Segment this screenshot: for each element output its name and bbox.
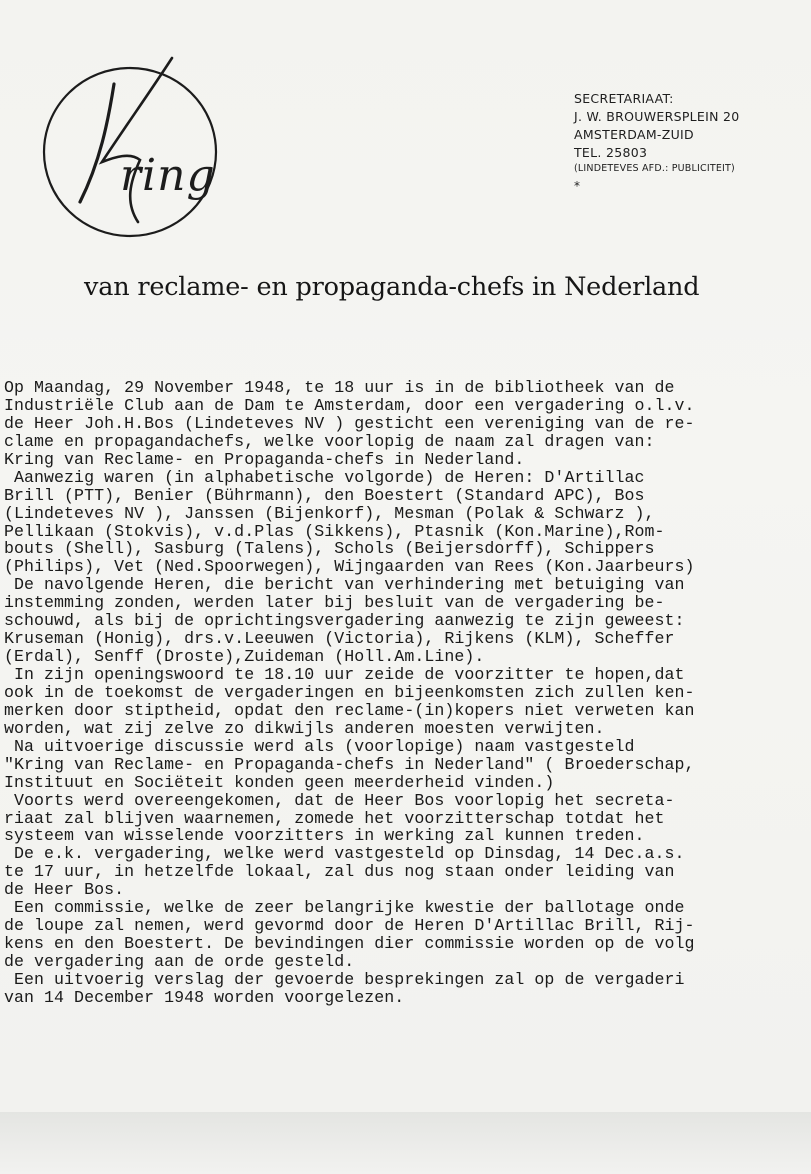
body-line: Kruseman (Honig), drs.v.Leeuwen (Victoria), Rijkens (KLM), Scheffer bbox=[4, 629, 675, 649]
body-line: Aanwezig waren (in alphabetische volgorde) de Heren: D'Artillac bbox=[4, 467, 645, 487]
body-line: de loupe zal nemen, werd gevormd door de Heren D'Artillac Brill, Rij- bbox=[4, 916, 695, 936]
body-line: riaat zal blijven waarnemen, zomede het voorzitterschap totdat het bbox=[4, 808, 665, 828]
body-line: schouwd, als bij de oprichtingsvergadering aanwezig te zijn geweest: bbox=[4, 611, 685, 631]
secretariat-telephone: TEL. 25803 bbox=[574, 145, 648, 160]
body-line: te 17 uur, in hetzelfde lokaal, zal dus nog staan onder leiding van bbox=[4, 862, 675, 882]
kring-logo bbox=[30, 52, 240, 242]
body-line: De navolgende Heren, die bericht van verhindering met betuiging van bbox=[4, 575, 685, 595]
body-line: (Erdal), Senff (Droste),Zuideman (Holl.Am.Line). bbox=[4, 647, 485, 667]
body-line: Op Maandag, 29 November 1948, te 18 uur is in de bibliotheek van de bbox=[4, 378, 675, 397]
body-line: Kring van Reclame- en Propaganda-chefs in Nederland. bbox=[4, 449, 525, 469]
body-line: systeem van wisselende voorzitters in werking zal kunnen treden. bbox=[4, 826, 645, 846]
body-line: instemming zonden, werden later bij besluit van de vergadering be- bbox=[4, 593, 665, 613]
secretariat-department: (LINDETEVES AFD.: PUBLICITEIT) bbox=[574, 163, 735, 174]
body-line: De e.k. vergadering, welke werd vastgesteld op Dinsdag, 14 Dec.a.s. bbox=[4, 844, 685, 864]
body-line: (Philips), Vet (Ned.Spoorwegen), Wijngaarden van Rees (Kon.Jaarbeurs) bbox=[4, 557, 695, 577]
body-line: worden, wat zij zelve zo dikwijls anderen moesten verwijten. bbox=[4, 718, 605, 738]
secretariat-address-street: J. W. BROUWERSPLEIN 20 bbox=[574, 109, 740, 124]
secretariat-label: SECRETARIAAT: bbox=[574, 91, 674, 106]
body-line: Instituut en Sociëteit konden geen meerderheid vinden.) bbox=[4, 772, 555, 792]
body-line: de vergadering aan de orde gesteld. bbox=[4, 952, 355, 971]
body-line: Een uitvoerig verslag der gevoerde besprekingen zal op de vergaderi bbox=[4, 969, 685, 989]
secretariat-address-city: AMSTERDAM-ZUID bbox=[574, 127, 694, 142]
body-line: de Heer Joh.H.Bos (Lindeteves NV ) gesticht een vereniging van de re- bbox=[4, 413, 695, 433]
body-line: bouts (Shell), Sasburg (Talens), Schols (Beijersdorff), Schippers bbox=[4, 539, 655, 559]
body-line: (Lindeteves NV ), Janssen (Bijenkorf), Mesman (Polak & Schwarz ), bbox=[4, 503, 655, 523]
secretariat-block bbox=[574, 90, 804, 194]
body-line: kens en den Boestert. De bevindingen dier commissie worden op de volg bbox=[4, 934, 695, 954]
body-line: Voorts werd overeengekomen, dat de Heer Bos voorlopig het secreta- bbox=[4, 790, 675, 810]
body-line: de Heer Bos. bbox=[4, 880, 125, 900]
body-line: Brill (PTT), Benier (Bührmann), den Boestert (Standard APC), Bos bbox=[4, 485, 645, 505]
letterhead-title: van reclame- en propaganda-chefs in Nederland bbox=[84, 272, 700, 302]
body-line: merken door stiptheid, opdat den reclame-(in)kopers niet verweten kan bbox=[4, 700, 695, 720]
body-line: In zijn openingswoord te 18.10 uur zeide de voorzitter te hopen,dat bbox=[4, 665, 685, 684]
body-line: van 14 December 1948 worden voorgelezen. bbox=[4, 987, 405, 1007]
secretariat-mark: * bbox=[574, 179, 580, 193]
body-line: Een commissie, welke de zeer belangrijke kwestie der ballotage onde bbox=[4, 898, 685, 918]
scan-bottom-margin bbox=[0, 1112, 811, 1174]
body-line: "Kring van Reclame- en Propaganda-chefs in Nederland" ( Broederschap, bbox=[4, 754, 695, 774]
body-line: clame en propagandachefs, welke voorlopig de naam zal dragen van: bbox=[4, 431, 655, 451]
body-line: Na uitvoerige discussie werd als (voorlopige) naam vastgesteld bbox=[4, 736, 635, 756]
body-line: Industriële Club aan de Dam te Amsterdam, door een vergadering o.l.v. bbox=[4, 395, 695, 415]
kring-logo-mark-icon bbox=[30, 52, 240, 242]
body-line: Pellikaan (Stokvis), v.d.Plas (Sikkens), Ptasnik (Kon.Marine),Rom- bbox=[4, 521, 665, 541]
logo-text: ring bbox=[120, 150, 216, 201]
letter-body bbox=[4, 379, 811, 1007]
body-line: ook in de toekomst de vergaderingen en bijeenkomsten zich zullen ken- bbox=[4, 682, 695, 702]
